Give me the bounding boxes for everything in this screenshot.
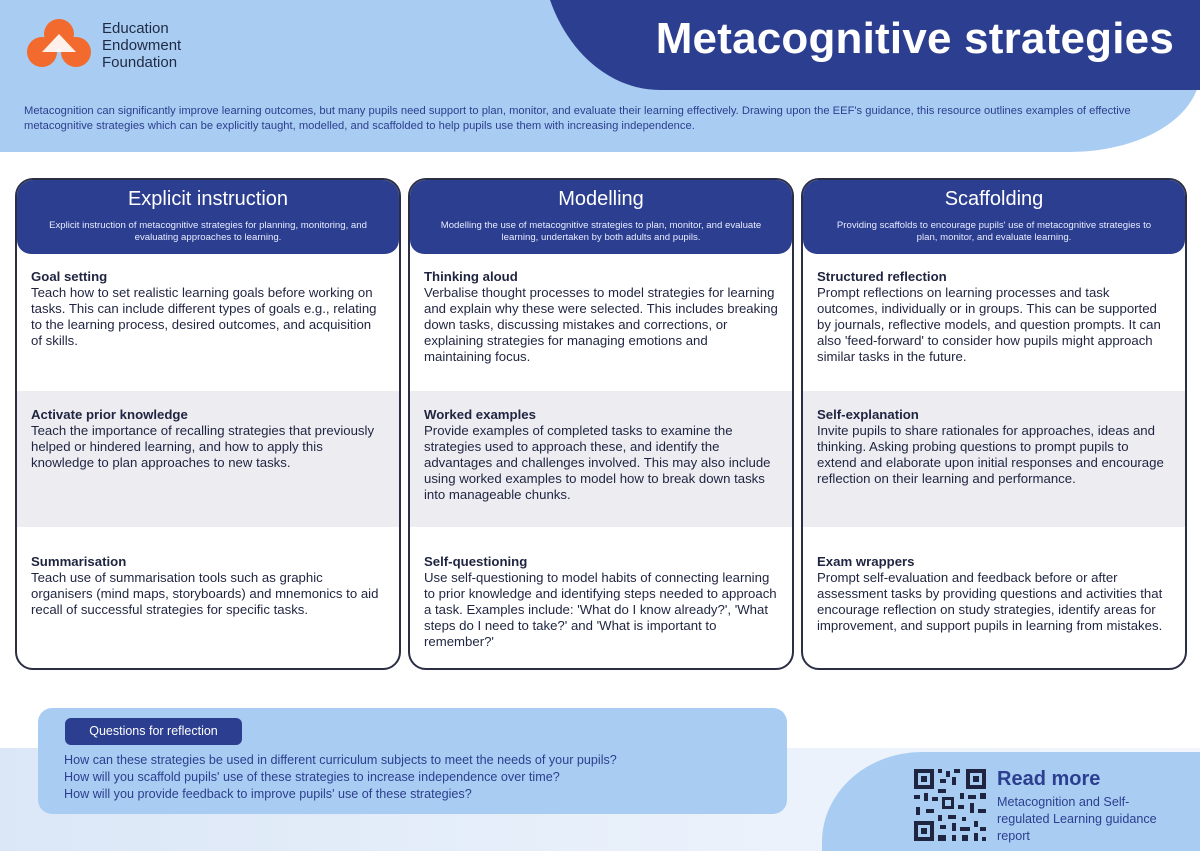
column-subtitle: Modelling the use of metacognitive strategies to plan, monitor, and evaluate learning, undertaken by both adults and pupils. xyxy=(440,220,762,243)
strategy-text: Use self-questioning to model habits of connecting learning to prior knowledge and identifying steps needed to approach a task. Examples include: 'What do I know already?', 'What steps do I need to take?' and 'What is important to remember?' xyxy=(424,570,777,649)
strategy-title: Self-explanation xyxy=(817,407,919,422)
strategy-title: Activate prior knowledge xyxy=(31,407,188,422)
strategy-item xyxy=(410,391,792,527)
column-scaffolding xyxy=(801,178,1187,670)
column-header xyxy=(803,180,1185,254)
column-title: Modelling xyxy=(558,188,644,210)
strategy-text: Teach how to set realistic learning goals before working on tasks. This can include different types of goals e.g., relating to the learning process, desired outcomes, and acquisition of skills. xyxy=(31,285,377,348)
strategy-title: Goal setting xyxy=(31,269,108,284)
reflection-question: How will you scaffold pupils' use of these strategies to increase independence over time? xyxy=(64,770,560,784)
strategy-text: Teach the importance of recalling strategies that previously helped or hindered learning, and how to apply this knowledge to plan approaches to new tasks. xyxy=(31,423,375,470)
reflection-questions xyxy=(64,752,764,803)
column-subtitle: Providing scaffolds to encourage pupils' use of metacognitive strategies to plan, monitor, and evaluate learning. xyxy=(836,220,1152,243)
strategy-item xyxy=(17,391,399,527)
strategy-title: Self-questioning xyxy=(424,554,528,569)
column-subtitle: Explicit instruction of metacognitive strategies for planning, monitoring, and evaluating approaches to learning. xyxy=(49,220,367,243)
org-name-line: Foundation xyxy=(102,54,178,71)
strategy-text: Teach use of summarisation tools such as graphic organisers (mind maps, storyboards) and mnemonics to aid recall of successful strategies for specific tasks. xyxy=(31,570,379,617)
org-name-line: Education xyxy=(102,20,169,37)
reflection-question: How will you provide feedback to improve pupils' use of these strategies? xyxy=(64,787,472,801)
strategy-text: Invite pupils to share rationales for approaches, ideas and thinking. Asking probing questions to prompt pupils to extend and elaborate upon initial responses and encourage reflection on their learning and performance. xyxy=(817,423,1164,486)
column-header xyxy=(17,180,399,254)
strategy-item xyxy=(803,256,1185,386)
reflection-label: Questions for reflection xyxy=(65,718,242,745)
column-explicit-instruction xyxy=(15,178,401,670)
strategy-title: Exam wrappers xyxy=(817,554,915,569)
strategy-title: Thinking aloud xyxy=(424,269,518,284)
strategy-item xyxy=(17,532,399,670)
page-title: Metacognitive strategies xyxy=(655,14,1174,63)
strategy-text: Provide examples of completed tasks to examine the strategies used to approach these, and identify the advantages and challenges involved. This may also include using worked examples to model how to break down tasks into manageable chunks. xyxy=(424,423,771,502)
strategy-text: Prompt reflections on learning processes and task outcomes, individually or in groups. This can be supported by journals, reflective models, and question prompts. It can also 'feed-forward' to consider how pupils might approach similar tasks in the future. xyxy=(817,285,1161,364)
org-name xyxy=(102,20,181,71)
column-title: Explicit instruction xyxy=(127,188,289,210)
reflection-panel xyxy=(38,708,787,814)
column-header xyxy=(410,180,792,254)
strategy-item xyxy=(410,532,792,670)
strategy-title: Summarisation xyxy=(31,554,127,569)
intro-text: Metacognition can significantly improve learning outcomes, but many pupils need support to plan, monitor, and evaluate their learning effectively. Drawing upon the EEF's guidance, this resource outlines examples of effective metacognitive strategies which can be explicitly taught, modelled, and scaffolded to help pupils use them with increasing independence. xyxy=(24,105,1131,132)
read-more-title: Read more xyxy=(997,768,1101,790)
column-modelling xyxy=(408,178,794,670)
column-title: Scaffolding xyxy=(944,188,1044,210)
strategy-title: Worked examples xyxy=(424,407,536,422)
strategy-text: Verbalise thought processes to model strategies for learning and explain why these were selected. This includes breaking down tasks, discussing mistakes and corrections, or explaining strategies for managing emotions and maintaining focus. xyxy=(424,285,778,364)
strategy-item xyxy=(803,391,1185,527)
qr-code-icon[interactable] xyxy=(912,767,988,843)
read-more-link[interactable]: Metacognition and Self-regulated Learning guidance report xyxy=(997,795,1157,843)
strategy-item xyxy=(410,256,792,386)
reflection-question: How can these strategies be used in different curriculum subjects to meet the needs of your pupils? xyxy=(64,753,617,767)
org-name-line: Endowment xyxy=(102,37,182,54)
strategy-text: Prompt self-evaluation and feedback before or after assessment tasks by providing questions and activities that encourage reflection on study strategies, identify areas for improvement, and support pupils in learning from mistakes. xyxy=(817,570,1163,633)
strategy-item xyxy=(17,256,399,386)
eef-logo xyxy=(26,18,92,70)
strategy-title: Structured reflection xyxy=(817,269,947,284)
strategy-item xyxy=(803,532,1185,670)
